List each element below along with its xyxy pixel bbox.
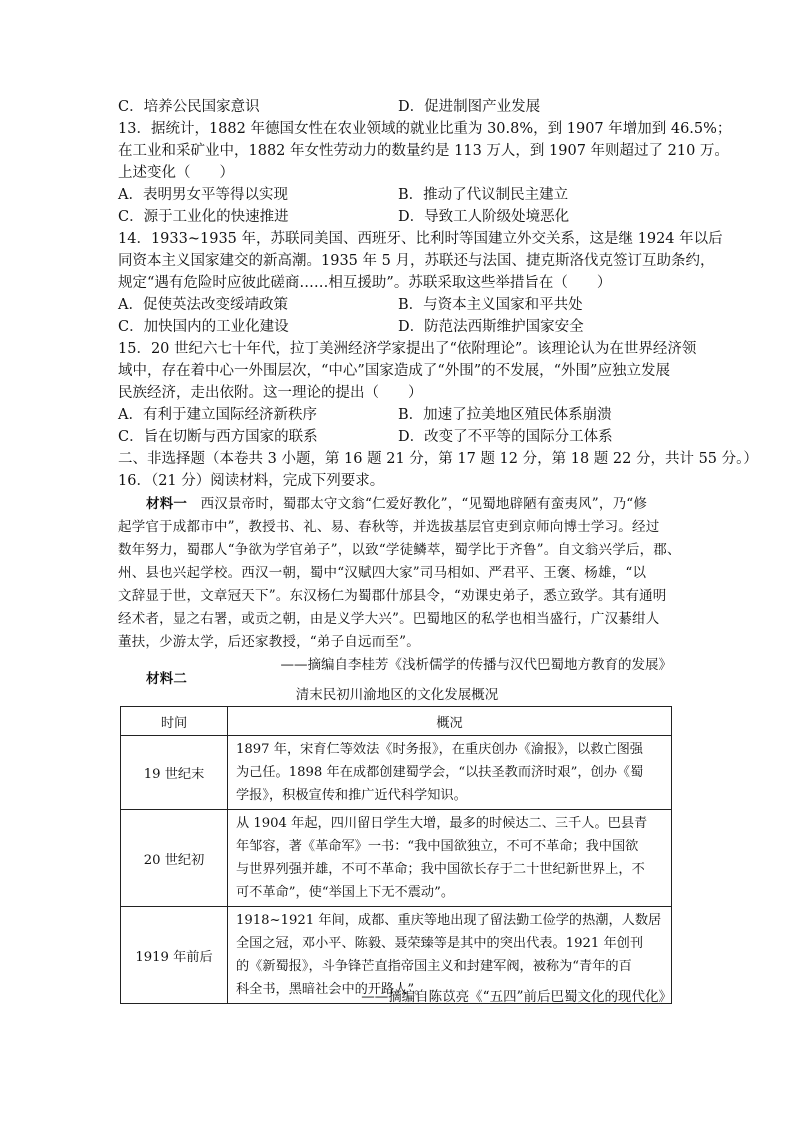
q15-option-c: C．旨在切断与西方国家的联系 xyxy=(118,429,318,445)
table-header-time: 时间 xyxy=(121,707,228,736)
material1-source: ——摘编自李桂芳《浅析儒学的传播与汉代巴蜀地方教育的发展》 xyxy=(280,657,672,673)
q12-options-row xyxy=(118,96,678,118)
q13-options-row-2 xyxy=(118,206,678,228)
q14-stem-line-3: 规定“遇有危险时应彼此磋商……相互援助”。苏联采取这些举措旨在（ ） xyxy=(118,275,612,291)
overview-line: 与世界列强并雄，不可不革命；我中国欲长存于二十世纪新世界上，不 xyxy=(236,862,645,877)
q13-option-d: D．导致工人阶级处境恶化 xyxy=(398,209,570,225)
q14-option-d: D．防范法西斯维护国家安全 xyxy=(398,319,584,335)
q15-stem-line-1: 15．20 世纪六七十年代，拉丁美洲经济学家提出了“依附理论”。该理论认为在世界经济领 xyxy=(118,341,697,357)
table-row xyxy=(121,810,672,907)
q14-option-c: C．加快国内的工业化建设 xyxy=(118,319,289,335)
q14-stem-line-2: 同资本主义国家建交的新高潮。1935 年 5 月，苏联还与法国、捷克斯洛伐克签订互助条约， xyxy=(118,253,715,269)
material1-line-2: 起学官于成都市中”，教授书、礼、易、春秋等，并选拔基层官吏到京师向博士学习。经过 xyxy=(118,519,660,535)
overview-line: 从 1904 年起，四川留日学生大增，最多的时候达二、三千人。巴县青 xyxy=(236,816,648,831)
material1-line-3: 数年努力，蜀郡人“争欲为学官弟子”，以致“学徒鳞萃，蜀学比于齐鲁”。自文翁兴学后，郡、 xyxy=(118,542,681,558)
q14-options-row-2 xyxy=(118,316,678,338)
row-overview xyxy=(228,736,672,810)
material1-text-1: 西汉景帝时，蜀郡太守文翁“仁爱好教化”，“见蜀地辟陋有蛮夷风”，乃“修 xyxy=(200,496,648,512)
material1-line-6: 经术者，显之右署，或贡之朝，由是义学大兴”。巴蜀地区的私学也相当盛行，广汉綦绀人 xyxy=(118,611,660,627)
culture-table xyxy=(120,706,672,1004)
q13-option-c: C．源于工业化的快速推进 xyxy=(118,209,289,225)
material1-line-4: 州、县也兴起学校。西汉一朝，蜀中“汉赋四大家”司马相如、严君平、王褒、杨雄，“以 xyxy=(118,565,647,581)
q14-stem-line-1: 14．1933~1935 年，苏联同美国、西班牙、比利时等国建立外交关系，这是继 1924 年以后 xyxy=(118,231,723,247)
q15-stem-line-3: 民族经济，走出依附。这一理论的提出（ ） xyxy=(118,385,423,401)
overview-line: 可不革命”，使“举国上下无不震动”。 xyxy=(236,885,455,900)
material1-line-1 xyxy=(146,493,647,516)
overview-line: 的《新蜀报》，斗争锋芒直指帝国主义和封建军阀，被称为“青年的百 xyxy=(236,959,632,974)
q14-options-row-1 xyxy=(118,294,678,316)
q15-option-a: A．有利于建立国际经济新秩序 xyxy=(118,407,317,423)
q13-option-a: A．表明男女平等得以实现 xyxy=(118,187,288,203)
q15-option-d: D．改变了不平等的国际分工体系 xyxy=(398,429,613,445)
row-time: 19 世纪末 xyxy=(121,736,228,810)
q13-options-row-1 xyxy=(118,184,678,206)
table-header-overview: 概况 xyxy=(228,707,672,736)
q13-stem-line-2: 在工业和采矿业中，1882 年女性劳动力的数量约是 113 万人，到 1907 年则超过了 210 万。 xyxy=(118,143,729,159)
row-overview xyxy=(228,810,672,907)
material1-line-5: 文辞显于世，文章冠天下”。东汉杨仁为蜀郡什邡县令，“劝课史弟子，悉立致学。其有通明 xyxy=(118,588,667,604)
q12-option-d: D．促进制图产业发展 xyxy=(398,99,541,115)
q15-options-row-2 xyxy=(118,426,678,448)
row-time: 1919 年前后 xyxy=(121,907,228,1004)
q14-option-a: A．促使英法改变绥靖政策 xyxy=(118,297,288,313)
q13-option-b: B．推动了代议制民主建立 xyxy=(398,187,569,203)
material2-table-title: 清末民初川渝地区的文化发展概况 xyxy=(295,687,499,703)
overview-line: 1897 年，宋育仁等效法《时务报》，在重庆创办《渝报》，以救亡图强 xyxy=(236,742,643,757)
overview-line: 科全书，黑暗社会中的开路人”。 xyxy=(236,982,428,997)
row-time: 20 世纪初 xyxy=(121,810,228,907)
table-row xyxy=(121,736,672,810)
q14-option-b: B．与资本主义国家和平共处 xyxy=(398,297,583,313)
overview-line: 全国之冠，邓小平、陈毅、聂荣臻等是其中的突出代表。1921 年创刊 xyxy=(236,936,644,951)
q13-stem-line-1: 13．据统计，1882 年德国女性在农业领域的就业比重为 30.8%，到 1907 年增加到 46.5%； xyxy=(118,121,732,137)
q15-options-row-1 xyxy=(118,404,678,426)
overview-line: 学报》，积极宣传和推广近代科学知识。 xyxy=(236,788,467,803)
material2-source: ——摘编自陈苡亮《“五四”前后巴蜀文化的现代化》 xyxy=(361,989,672,1005)
q15-stem-line-2: 域中，存在着中心一外围层次，“中心”国家造成了“外围”的不发展，“外围”应独立发展 xyxy=(118,363,670,379)
material1-label: 材料一 xyxy=(146,496,188,512)
overview-line: 年邹容，著《革命军》一书：“我中国欲独立，不可不革命；我中国欲 xyxy=(236,839,639,854)
q15-option-b: B．加速了拉美地区殖民体系崩溃 xyxy=(398,407,612,423)
table-header-row xyxy=(121,707,672,736)
section-heading: 二、非选择题（本卷共 3 小题，第 16 题 21 分，第 17 题 12 分，第 18 题 22 分，共计 55 分。） xyxy=(118,451,758,467)
material1-line-7: 董扶，少游太学，后还家教授，“弟子自远而至”。 xyxy=(118,634,420,650)
overview-line: 为己任。1898 年在成都创建蜀学会，“以扶圣教而济时艰”，创办《蜀 xyxy=(236,765,644,780)
q13-stem-line-3: 上述变化（ ） xyxy=(118,165,234,181)
q16-instruction: 16．（21 分）阅读材料，完成下列要求。 xyxy=(118,473,385,489)
material2-label: 材料二 xyxy=(146,671,188,687)
overview-line: 1918~1921 年间，成都、重庆等地出现了留法勤工俭学的热潮，人数居 xyxy=(236,913,662,928)
q12-option-c: C．培养公民国家意识 xyxy=(118,99,260,115)
